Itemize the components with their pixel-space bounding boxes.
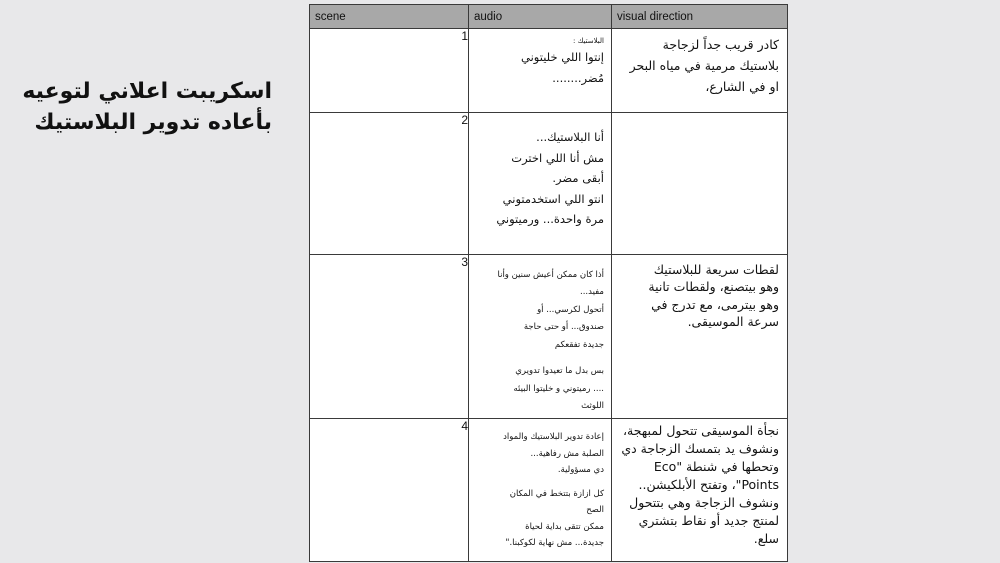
audio-line: دي مسؤولية. [557, 465, 604, 476]
audio-line: مفيد... [580, 287, 604, 298]
table-row-scene-4 [310, 419, 788, 562]
audio-line: أذا كان ممكن أعيش سنين وأنا [497, 269, 604, 280]
column-header-audio: audio [469, 5, 612, 29]
visual-line: ونشوف الزجاجة وهي بتتحول [629, 495, 779, 511]
table-row-scene-2 [310, 113, 788, 255]
scene-number: 1 [310, 29, 469, 113]
audio-speaker-label: البلاستيك : [573, 37, 604, 45]
audio-line: انتو اللي استخدمتوني [502, 191, 604, 206]
visual-line: بلاستيك مرمية في مياه البحر [629, 58, 779, 73]
scene-number: 3 [310, 254, 469, 419]
visual-direction-cell [612, 29, 788, 113]
audio-line: ممكن تتقى بداية لحياة [525, 521, 604, 532]
audio-line: .... رميتوني و خليتوا البيئه [513, 383, 604, 394]
column-header-visual-direction: visual direction [612, 5, 788, 29]
visual-line: لمنتج جديد أو نقاط بتشتري [638, 513, 779, 529]
page-title-line-2: بأعاده تدوير البلاستيك [34, 110, 272, 135]
paragraph-gap [473, 479, 604, 486]
visual-line: نجأة الموسيقى تتحول لمبهجة، [622, 423, 779, 439]
visual-line: او في الشارع، [705, 79, 779, 94]
audio-line: الصلبة مش رفاهية... [530, 448, 604, 459]
audio-line: صندوق... أو حتى حاجة [523, 322, 604, 333]
visual-line: سلع. [753, 531, 779, 547]
audio-cell [469, 254, 612, 419]
audio-line: أبقى مضر. [552, 171, 604, 186]
visual-line: وهو بيترمى، مع تدرج في [651, 296, 779, 312]
audio-line: بس بدل ما تعيدوا تدويري [515, 366, 604, 377]
audio-line: جديدة تفقعكم [554, 339, 604, 350]
visual-direction-cell [612, 254, 788, 419]
visual-line: وتحطها في شنطة "Eco [653, 459, 779, 475]
visual-line: كادر قريب جداً لزجاجة [662, 37, 779, 52]
visual-direction-cell [612, 419, 788, 562]
visual-line: ونشوف يد بتمسك الزجاجة دي [621, 441, 779, 457]
script-table [309, 4, 788, 562]
audio-line: جديدة... مش نهاية لكوكبنا." [505, 538, 604, 549]
column-header-scene: scene [310, 5, 469, 29]
audio-line: كل ازازة بتتخط في المكان [509, 488, 604, 499]
visual-direction-cell-empty [612, 113, 788, 255]
scene-number: 4 [310, 419, 469, 562]
audio-line: اللوثث [581, 401, 604, 412]
audio-line: إنتوا اللي خليتوني [521, 50, 604, 64]
visual-line: لقطات سريعة للبلاستيك [653, 261, 779, 277]
audio-line: الصح [586, 505, 604, 516]
table-row-scene-1 [310, 29, 788, 113]
audio-line: إعادة تدوير البلاستيك والمواد [503, 432, 604, 443]
audio-line: أتحول لكرسي... أو [537, 304, 604, 315]
page-title-line-1: اسكريبت اعلاني لتوعيه [22, 79, 272, 104]
table-header-row [310, 5, 788, 29]
scene-number: 2 [310, 113, 469, 255]
visual-line: سرعة الموسيقى. [687, 314, 779, 330]
audio-cell [469, 29, 612, 113]
audio-line: أنا البلاستيك... [536, 130, 604, 145]
audio-line: مُضر........ [552, 71, 604, 85]
audio-line: مرة واحدة... ورميتوني [496, 212, 604, 227]
visual-line: Points"، وتفتح الأبلكيشن.. [638, 477, 779, 493]
audio-cell [469, 113, 612, 255]
page-title [20, 76, 272, 138]
audio-cell [469, 419, 612, 562]
visual-line: وهو بيتصنع، ولقطات تانية [648, 279, 779, 295]
paragraph-gap [473, 354, 604, 363]
table-row-scene-3 [310, 254, 788, 419]
audio-line: مش أنا اللي اخترت [511, 150, 604, 165]
